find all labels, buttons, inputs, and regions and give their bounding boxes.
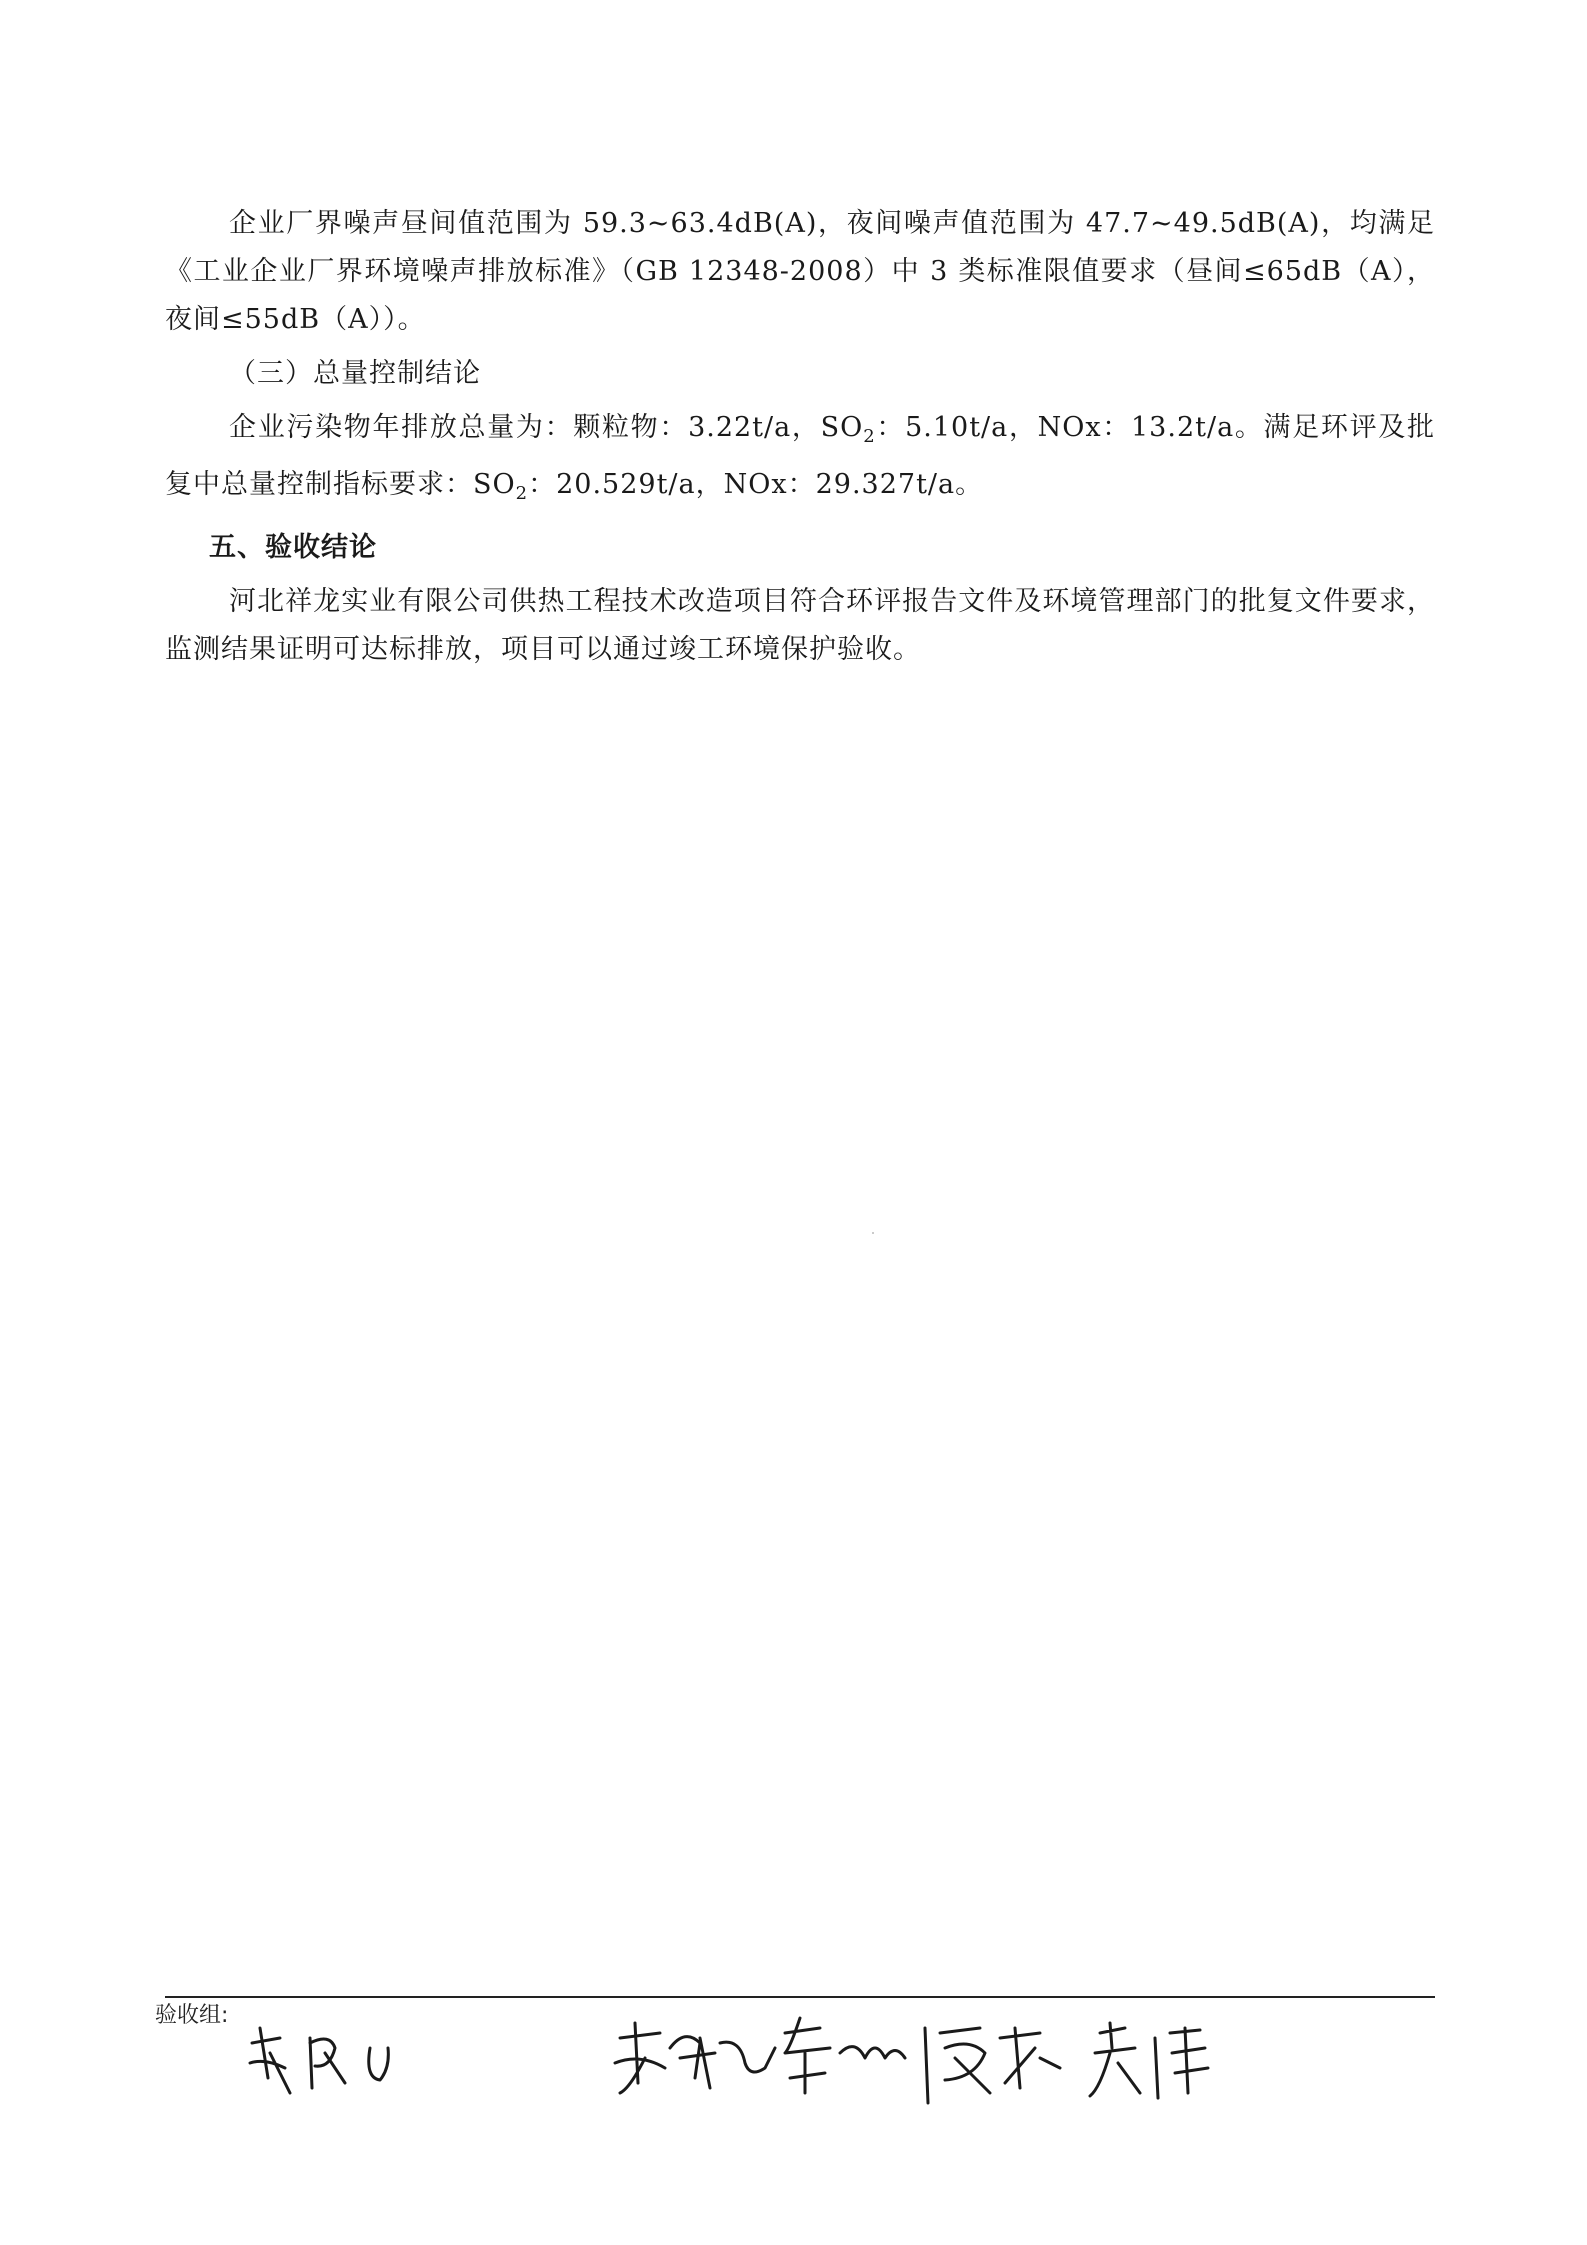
signature-4 — [925, 2028, 1060, 2103]
total-text-1: 企业污染物年排放总量为：颗粒物：3.22t/a，SO — [229, 412, 864, 443]
total-text-3: ：20.529t/a，NOx：29.327t/a。 — [528, 469, 984, 500]
handwritten-signatures — [240, 2008, 1360, 2118]
section-3-heading: （三）总量控制结论 — [229, 358, 481, 389]
total-text-2: ：5.10t/a，NOx：13.2t/a。满足环评及批复中总量控制指标要求：SO — [165, 412, 1436, 500]
scan-speck — [872, 1232, 874, 1234]
section-5-heading: 五、验收结论 — [209, 532, 377, 563]
conclusion-paragraph: 河北祥龙实业有限公司供热工程技术改造项目符合环评报告文件及环境管理部门的批复文件要求，监测结果证明可达标排放，项目可以通过竣工环境保护验收。 — [165, 586, 1435, 665]
subscript-2: 2 — [515, 483, 529, 504]
subscript-2: 2 — [863, 426, 876, 447]
total-control-paragraph — [165, 404, 1435, 518]
signature-strokes — [240, 2008, 1360, 2118]
noise-paragraph: 企业厂界噪声昼间值范围为 59.3~63.4dB(A)，夜间噪声值范围为 47.7~49.5dB(A)，均满足《工业企业厂界环境噪声排放标准》（GB 12348-2008）中 3 类标准限值要求（昼间≤65dB（A），夜间≤55dB（A））。 — [165, 208, 1435, 335]
signature-3 — [785, 2018, 905, 2093]
signature-5 — [1090, 2023, 1208, 2098]
footer-rule — [165, 1996, 1435, 1998]
signature-2 — [615, 2023, 775, 2093]
signature-1 — [250, 2028, 388, 2093]
acceptance-group-label: 验收组: — [155, 2003, 229, 2028]
document-body — [165, 200, 1435, 680]
